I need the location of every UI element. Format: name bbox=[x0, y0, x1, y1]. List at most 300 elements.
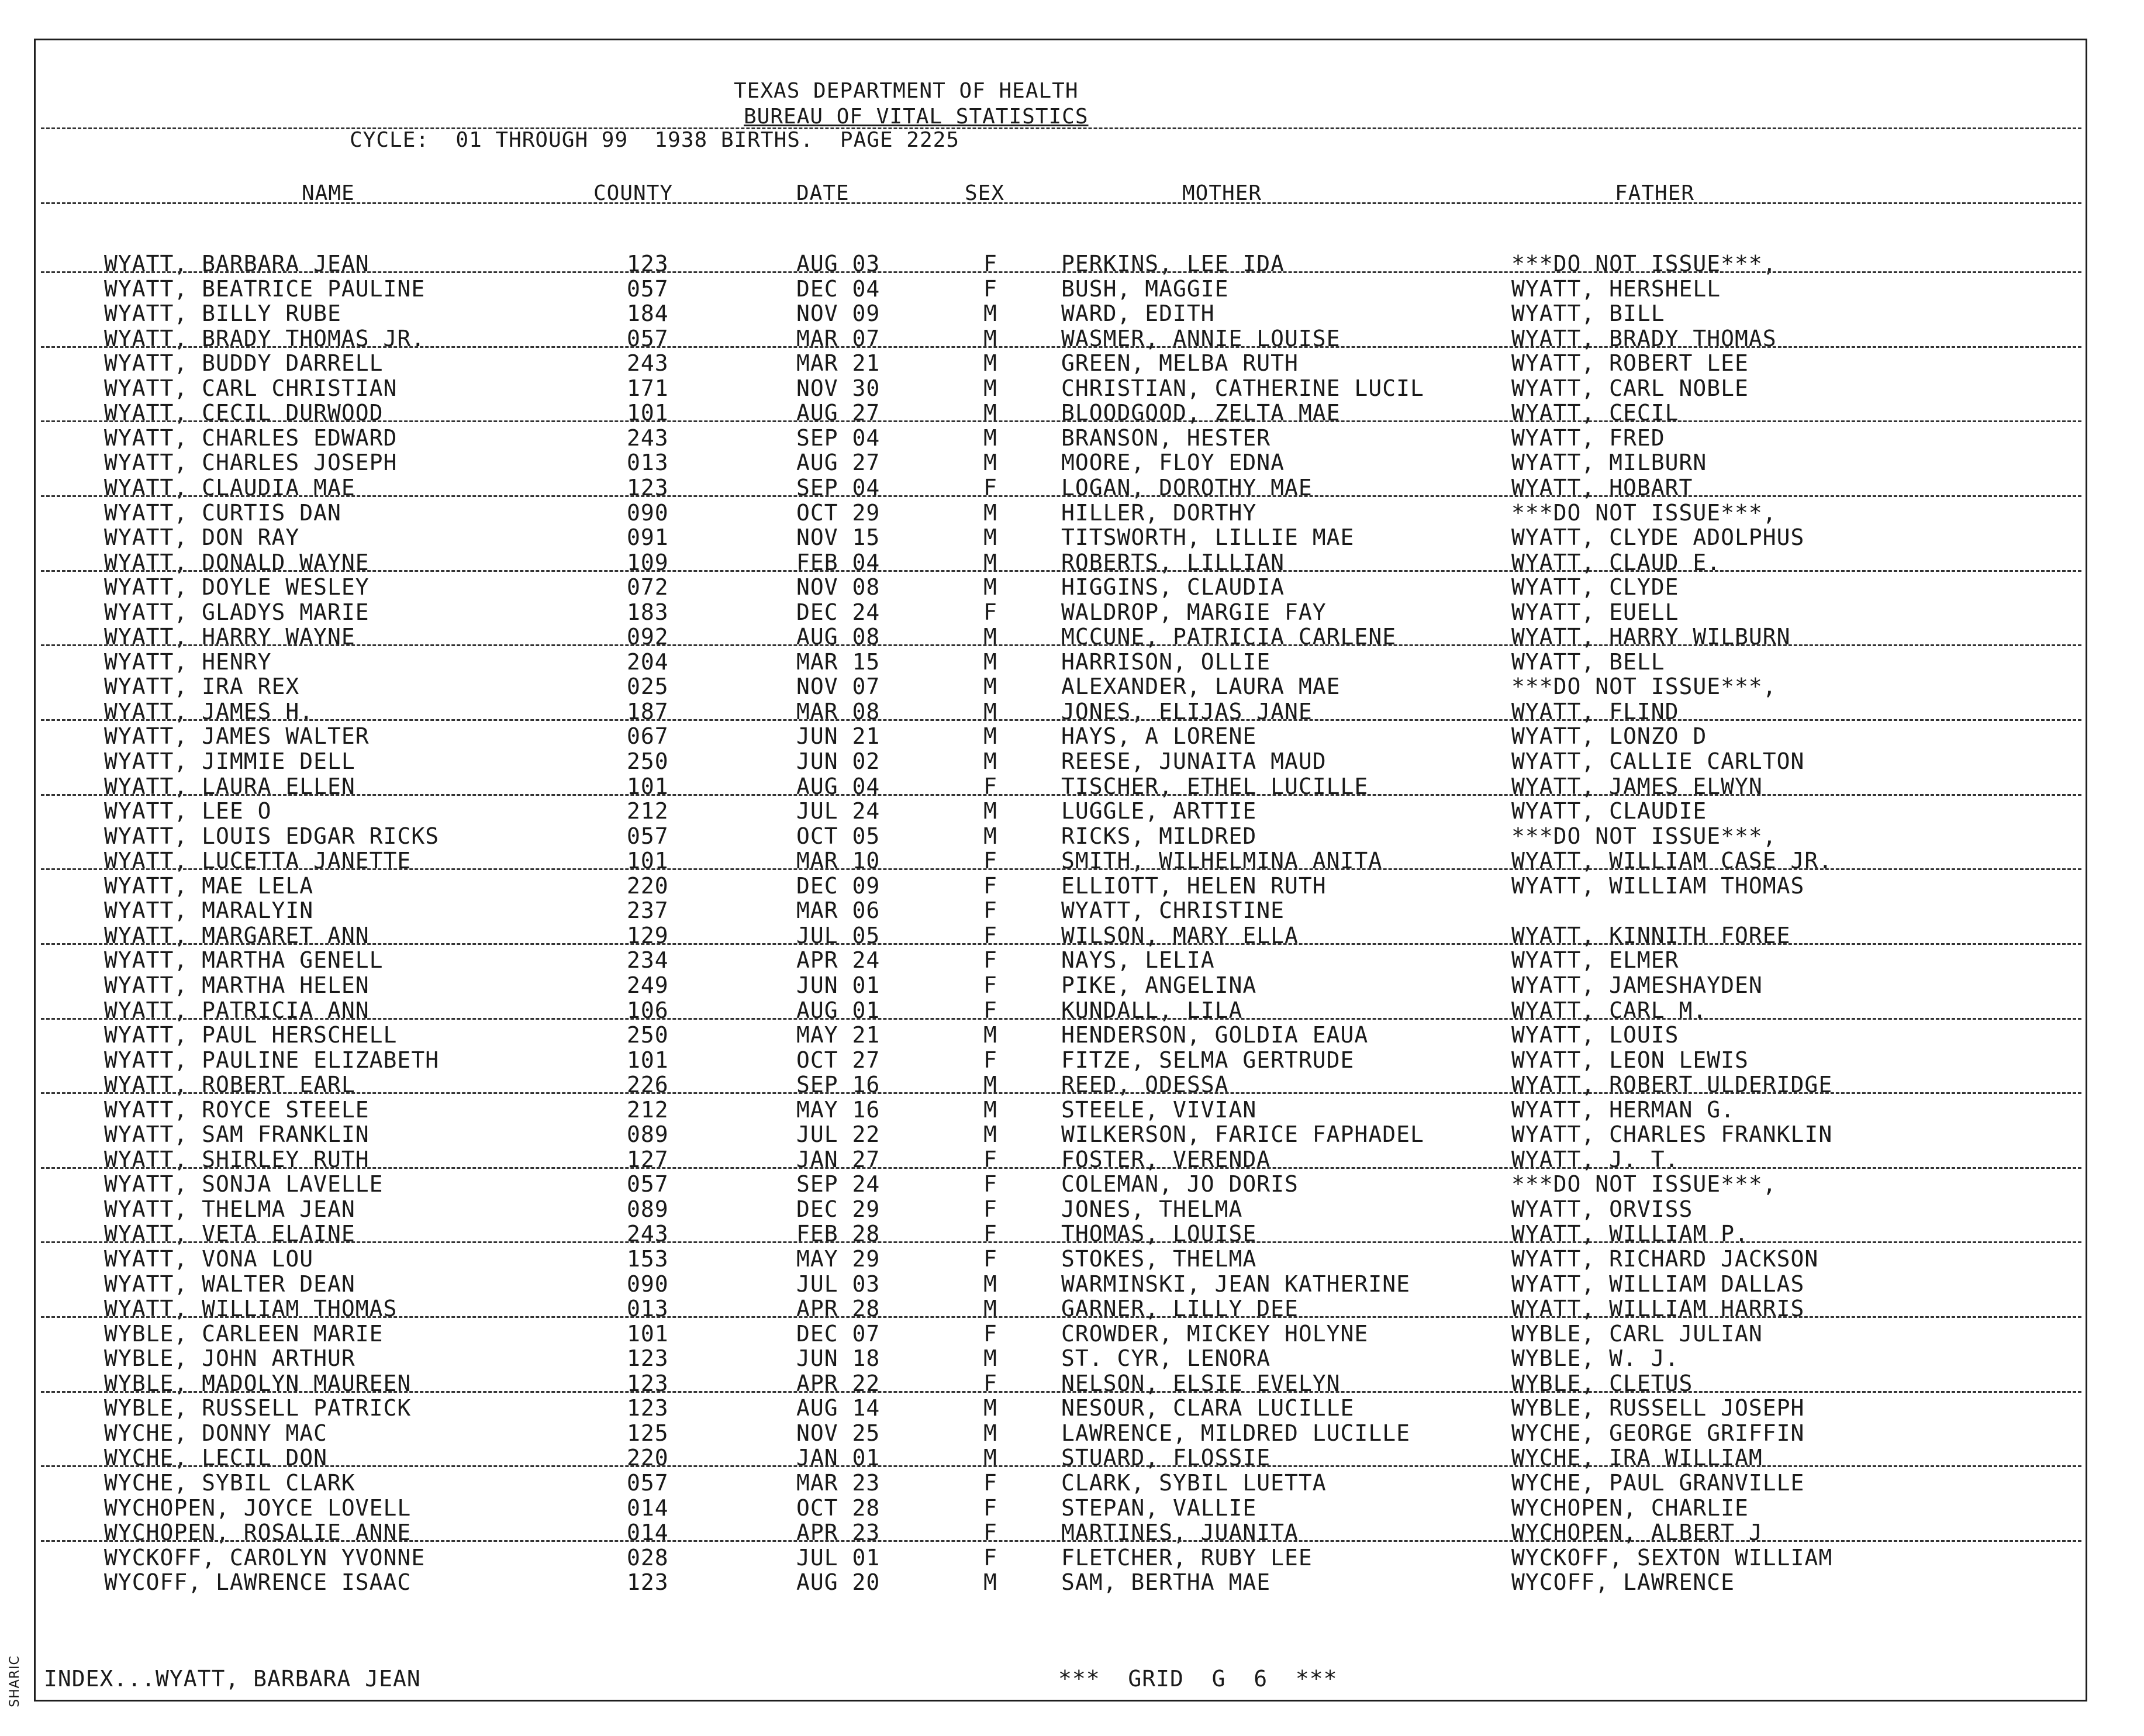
table-row bbox=[0, 1248, 2144, 1273]
cell-mother: ST. CYR, LENORA bbox=[1061, 1345, 1271, 1372]
cell-name: WYATT, LUCETTA JANETTE bbox=[104, 848, 412, 874]
cell-sex: F bbox=[983, 474, 997, 501]
cell-date: AUG 27 bbox=[796, 450, 881, 476]
cell-mother: STOKES, THELMA bbox=[1061, 1246, 1257, 1272]
cell-date: JUL 01 bbox=[796, 1544, 881, 1571]
cell-name: WYBLE, RUSSELL PATRICK bbox=[104, 1395, 412, 1421]
header-cycle: CYCLE: 01 THROUGH 99 1938 BIRTHS. PAGE 2225 bbox=[350, 128, 959, 152]
cell-father: WYATT, MILBURN bbox=[1511, 450, 1707, 476]
footer-index: INDEX...WYATT, BARBARA JEAN bbox=[44, 1666, 421, 1692]
cell-county: 204 bbox=[627, 648, 669, 675]
cell-county: 101 bbox=[627, 773, 669, 799]
cell-date: AUG 03 bbox=[796, 251, 881, 277]
cell-date: MAR 10 bbox=[796, 848, 881, 874]
cell-county: 089 bbox=[627, 1121, 669, 1148]
table-row bbox=[0, 974, 2144, 999]
cell-county: 090 bbox=[627, 499, 669, 526]
cell-county: 101 bbox=[627, 1047, 669, 1073]
cell-sex: M bbox=[983, 350, 997, 377]
cell-name: WYBLE, MADOLYN MAUREEN bbox=[104, 1370, 412, 1396]
cell-date: JUL 22 bbox=[796, 1121, 881, 1148]
cell-date: MAR 15 bbox=[796, 648, 881, 675]
cell-name: WYATT, CARL CHRISTIAN bbox=[104, 375, 398, 401]
cell-mother: HAYS, A LORENE bbox=[1061, 723, 1257, 750]
cell-sex: M bbox=[983, 798, 997, 824]
cell-date: NOV 30 bbox=[796, 375, 881, 401]
cell-name: WYATT, DOYLE WESLEY bbox=[104, 574, 370, 600]
cell-county: 057 bbox=[627, 823, 669, 849]
cell-county: 123 bbox=[627, 1370, 669, 1396]
cell-father: WYATT, HARRY WILBURN bbox=[1511, 624, 1791, 650]
cell-name: WYATT, SHIRLEY RUTH bbox=[104, 1146, 370, 1172]
cell-father: WYBLE, CARL JULIAN bbox=[1511, 1320, 1763, 1347]
cell-sex: F bbox=[983, 922, 997, 948]
cell-date: OCT 27 bbox=[796, 1047, 881, 1073]
cell-county: 057 bbox=[627, 1469, 669, 1496]
cell-mother: MOORE, FLOY EDNA bbox=[1061, 450, 1285, 476]
table-row bbox=[0, 402, 2144, 427]
cell-father: ***DO NOT ISSUE***, bbox=[1511, 499, 1777, 526]
cell-father: WYATT, CARL M. bbox=[1511, 997, 1707, 1023]
cell-county: 013 bbox=[627, 450, 669, 476]
cell-father: WYATT, ROBERT LEE bbox=[1511, 350, 1749, 377]
cell-date: DEC 04 bbox=[796, 275, 881, 302]
cell-mother: SAM, BERTHA MAE bbox=[1061, 1569, 1271, 1596]
cell-name: WYATT, MARALYIN bbox=[104, 898, 314, 924]
cell-sex: M bbox=[983, 499, 997, 526]
table-row bbox=[0, 1223, 2144, 1248]
cell-father: WYCHE, GEORGE GRIFFIN bbox=[1511, 1420, 1805, 1446]
table-row bbox=[0, 924, 2144, 950]
table-row bbox=[0, 725, 2144, 750]
cell-mother: WASMER, ANNIE LOUISE bbox=[1061, 325, 1341, 351]
cell-sex: M bbox=[983, 1345, 997, 1372]
cell-county: 249 bbox=[627, 972, 669, 998]
cell-sex: F bbox=[983, 947, 997, 974]
cell-father: WYATT, RICHARD JACKSON bbox=[1511, 1246, 1819, 1272]
cell-father: WYATT, EUELL bbox=[1511, 599, 1679, 625]
cell-father: WYATT, WILLIAM THOMAS bbox=[1511, 872, 1805, 899]
cell-father: WYATT, WILLIAM HARRIS bbox=[1511, 1296, 1805, 1322]
cell-sex: F bbox=[983, 1196, 997, 1222]
cell-sex: M bbox=[983, 674, 997, 700]
cell-father: WYATT, CALLIE CARLTON bbox=[1511, 748, 1805, 774]
cell-father: WYATT, WILLIAM DALLAS bbox=[1511, 1271, 1805, 1297]
cell-sex: M bbox=[983, 624, 997, 650]
cell-mother: GREEN, MELBA RUTH bbox=[1061, 350, 1299, 377]
cell-county: 109 bbox=[627, 549, 669, 575]
table-row bbox=[0, 1469, 2144, 1497]
cell-county: 250 bbox=[627, 1022, 669, 1048]
cell-date: APR 23 bbox=[796, 1520, 881, 1546]
cell-sex: F bbox=[983, 1146, 997, 1172]
header-bureau: BUREAU OF VITAL STATISTICS bbox=[744, 105, 1089, 129]
table-row bbox=[0, 750, 2144, 775]
table-row bbox=[0, 648, 2144, 676]
cell-name: WYATT, PAUL HERSCHELL bbox=[104, 1022, 398, 1048]
cell-date: JAN 27 bbox=[796, 1146, 881, 1172]
cell-mother: BLOODGOOD, ZELTA MAE bbox=[1061, 400, 1341, 426]
cell-date: DEC 24 bbox=[796, 599, 881, 625]
cell-father: WYATT, FRED bbox=[1511, 424, 1665, 451]
cell-county: 220 bbox=[627, 872, 669, 899]
cell-father: WYATT, WILLIAM CASE JR. bbox=[1511, 848, 1833, 874]
cell-sex: M bbox=[983, 723, 997, 750]
table-row bbox=[0, 451, 2144, 477]
cell-father: ***DO NOT ISSUE***, bbox=[1511, 251, 1777, 277]
table-row bbox=[0, 275, 2144, 303]
table-row bbox=[0, 899, 2144, 924]
cell-sex: F bbox=[983, 773, 997, 799]
cell-county: 183 bbox=[627, 599, 669, 625]
cell-sex: M bbox=[983, 549, 997, 575]
cell-name: WYATT, ROYCE STEELE bbox=[104, 1096, 370, 1123]
cell-date: NOV 08 bbox=[796, 574, 881, 600]
cell-father: WYATT, LONZO D bbox=[1511, 723, 1707, 750]
cell-name: WYATT, MARGARET ANN bbox=[104, 922, 370, 948]
cell-county: 014 bbox=[627, 1520, 669, 1546]
cell-sex: M bbox=[983, 748, 997, 774]
cell-name: WYATT, SONJA LAVELLE bbox=[104, 1171, 384, 1197]
cell-name: WYATT, MAE LELA bbox=[104, 872, 314, 899]
cell-date: APR 22 bbox=[796, 1370, 881, 1396]
cell-name: WYBLE, JOHN ARTHUR bbox=[104, 1345, 355, 1372]
cell-sex: F bbox=[983, 848, 997, 874]
cell-name: WYATT, BUDDY DARRELL bbox=[104, 350, 384, 377]
table-row bbox=[0, 377, 2144, 402]
cell-name: WYATT, DON RAY bbox=[104, 524, 300, 551]
cell-mother: NELSON, ELSIE EVELYN bbox=[1061, 1370, 1341, 1396]
cell-sex: M bbox=[983, 823, 997, 849]
cell-sex: M bbox=[983, 524, 997, 551]
cell-name: WYCOFF, LAWRENCE ISAAC bbox=[104, 1569, 412, 1596]
cell-name: WYATT, BARBARA JEAN bbox=[104, 251, 370, 277]
cell-county: 212 bbox=[627, 1096, 669, 1123]
cell-father: WYATT, CECIL bbox=[1511, 400, 1679, 426]
table-row bbox=[0, 1198, 2144, 1223]
cell-name: WYATT, BEATRICE PAULINE bbox=[104, 275, 426, 302]
table-row bbox=[0, 1173, 2144, 1198]
cell-mother: CLARK, SYBIL LUETTA bbox=[1061, 1469, 1327, 1496]
cell-county: 125 bbox=[627, 1420, 669, 1446]
cell-name: WYATT, JAMES WALTER bbox=[104, 723, 370, 750]
cell-date: JAN 01 bbox=[796, 1445, 881, 1471]
cell-county: 106 bbox=[627, 997, 669, 1023]
table-row bbox=[0, 253, 2144, 278]
cell-name: WYATT, BRADY THOMAS JR. bbox=[104, 325, 426, 351]
cell-name: WYATT, GLADYS MARIE bbox=[104, 599, 370, 625]
cell-name: WYATT, DONALD WAYNE bbox=[104, 549, 370, 575]
table-row bbox=[0, 1320, 2144, 1348]
cell-mother: RICKS, MILDRED bbox=[1061, 823, 1257, 849]
cell-sex: M bbox=[983, 648, 997, 675]
cell-county: 123 bbox=[627, 1395, 669, 1421]
cell-mother: WILKERSON, FARICE FAPHADEL bbox=[1061, 1121, 1424, 1148]
cell-county: 171 bbox=[627, 375, 669, 401]
cell-father: WYATT, FLIND bbox=[1511, 698, 1679, 724]
table-row bbox=[0, 302, 2144, 327]
cell-father: WYATT, CLAUD E. bbox=[1511, 549, 1721, 575]
cell-father: WYATT, JAMESHAYDEN bbox=[1511, 972, 1763, 998]
cell-father: WYATT, JAMES ELWYN bbox=[1511, 773, 1763, 799]
table-row bbox=[0, 1497, 2144, 1522]
cell-county: 123 bbox=[627, 251, 669, 277]
table-row bbox=[0, 850, 2144, 875]
cell-county: 072 bbox=[627, 574, 669, 600]
cell-date: JUL 24 bbox=[796, 798, 881, 824]
table-row bbox=[0, 626, 2144, 651]
cell-date: NOV 15 bbox=[796, 524, 881, 551]
cell-sex: F bbox=[983, 972, 997, 998]
cell-sex: M bbox=[983, 424, 997, 451]
cell-mother: WALDROP, MARGIE FAY bbox=[1061, 599, 1327, 625]
cell-mother: HARRISON, OLLIE bbox=[1061, 648, 1271, 675]
cell-date: AUG 04 bbox=[796, 773, 881, 799]
cell-sex: M bbox=[983, 1096, 997, 1123]
table-row bbox=[0, 1024, 2144, 1049]
table-row bbox=[0, 551, 2144, 577]
cell-mother: PIKE, ANGELINA bbox=[1061, 972, 1257, 998]
cell-mother: LAWRENCE, MILDRED LUCILLE bbox=[1061, 1420, 1410, 1446]
cell-county: 187 bbox=[627, 698, 669, 724]
cell-mother: STUARD, FLOSSIE bbox=[1061, 1445, 1271, 1471]
table-row bbox=[0, 800, 2144, 825]
cell-father: WYATT, ORVISS bbox=[1511, 1196, 1693, 1222]
cell-mother: WILSON, MARY ELLA bbox=[1061, 922, 1299, 948]
column-header-county: COUNTY bbox=[593, 181, 674, 205]
cell-father: WYBLE, RUSSELL JOSEPH bbox=[1511, 1395, 1805, 1421]
table-row bbox=[0, 601, 2144, 626]
cell-county: 101 bbox=[627, 848, 669, 874]
cell-father: WYATT, ROBERT ULDERIDGE bbox=[1511, 1072, 1833, 1098]
cell-county: 014 bbox=[627, 1495, 669, 1521]
cell-date: AUG 08 bbox=[796, 624, 881, 650]
table-row bbox=[0, 1273, 2144, 1298]
side-label: SHARIC bbox=[7, 1655, 22, 1707]
cell-county: 057 bbox=[627, 275, 669, 302]
cell-sex: F bbox=[983, 275, 997, 302]
table-row bbox=[0, 1096, 2144, 1124]
cell-father: WYATT, HERMAN G. bbox=[1511, 1096, 1735, 1123]
cell-name: WYATT, JAMES H. bbox=[104, 698, 314, 724]
cell-county: 226 bbox=[627, 1072, 669, 1098]
cell-name: WYATT, MARTHA HELEN bbox=[104, 972, 370, 998]
cell-county: 212 bbox=[627, 798, 669, 824]
cell-sex: M bbox=[983, 574, 997, 600]
cell-date: DEC 09 bbox=[796, 872, 881, 899]
cell-sex: F bbox=[983, 1047, 997, 1073]
cell-county: 129 bbox=[627, 922, 669, 948]
cell-name: WYBLE, CARLEEN MARIE bbox=[104, 1320, 384, 1347]
cell-father: ***DO NOT ISSUE***, bbox=[1511, 674, 1777, 700]
cell-mother: MCCUNE, PATRICIA CARLENE bbox=[1061, 624, 1397, 650]
table-row bbox=[0, 1297, 2144, 1323]
cell-sex: M bbox=[983, 1445, 997, 1471]
cell-mother: COLEMAN, JO DORIS bbox=[1061, 1171, 1299, 1197]
cell-mother: MARTINES, JUANITA bbox=[1061, 1520, 1299, 1546]
cell-county: 067 bbox=[627, 723, 669, 750]
table-row bbox=[0, 474, 2144, 502]
table-row bbox=[0, 1571, 2144, 1596]
cell-sex: M bbox=[983, 698, 997, 724]
cell-date: MAR 21 bbox=[796, 350, 881, 377]
cell-father: WYCOFF, LAWRENCE bbox=[1511, 1569, 1735, 1596]
cell-name: WYCHE, LECIL DON bbox=[104, 1445, 328, 1471]
cell-name: WYATT, LAURA ELLEN bbox=[104, 773, 355, 799]
cell-date: NOV 09 bbox=[796, 301, 881, 327]
cell-county: 013 bbox=[627, 1296, 669, 1322]
cell-county: 127 bbox=[627, 1146, 669, 1172]
cell-county: 089 bbox=[627, 1196, 669, 1222]
table-row bbox=[0, 825, 2144, 850]
cell-name: WYATT, WILLIAM THOMAS bbox=[104, 1296, 398, 1322]
cell-county: 243 bbox=[627, 424, 669, 451]
cell-father: WYCHE, IRA WILLIAM bbox=[1511, 1445, 1763, 1471]
cell-mother: STEELE, VIVIAN bbox=[1061, 1096, 1257, 1123]
cell-name: WYATT, VETA ELAINE bbox=[104, 1221, 355, 1247]
table-row bbox=[0, 576, 2144, 601]
cell-sex: M bbox=[983, 1271, 997, 1297]
cell-mother: LOGAN, DOROTHY MAE bbox=[1061, 474, 1313, 501]
cell-mother: NAYS, LELIA bbox=[1061, 947, 1215, 974]
cell-father: WYATT, BILL bbox=[1511, 301, 1665, 327]
cell-father: WYATT, LEON LEWIS bbox=[1511, 1047, 1749, 1073]
cell-date: JUL 03 bbox=[796, 1271, 881, 1297]
cell-sex: F bbox=[983, 251, 997, 277]
cell-mother: HIGGINS, CLAUDIA bbox=[1061, 574, 1285, 600]
cell-mother: FOSTER, VERENDA bbox=[1061, 1146, 1271, 1172]
column-header-name: NAME bbox=[302, 181, 355, 205]
cell-name: WYATT, ROBERT EARL bbox=[104, 1072, 355, 1098]
cell-county: 234 bbox=[627, 947, 669, 974]
cell-father: WYCHE, PAUL GRANVILLE bbox=[1511, 1469, 1805, 1496]
cell-father: WYATT, HERSHELL bbox=[1511, 275, 1721, 302]
cell-date: OCT 28 bbox=[796, 1495, 881, 1521]
cell-name: WYATT, HENRY bbox=[104, 648, 272, 675]
cell-county: 101 bbox=[627, 1320, 669, 1347]
cell-date: JUL 05 bbox=[796, 922, 881, 948]
table-row bbox=[0, 1544, 2144, 1572]
cell-date: JUN 18 bbox=[796, 1345, 881, 1372]
cell-name: WYATT, WALTER DEAN bbox=[104, 1271, 355, 1297]
cell-mother: JONES, THELMA bbox=[1061, 1196, 1243, 1222]
cell-father: WYATT, WILLIAM P. bbox=[1511, 1221, 1749, 1247]
footer-grid: *** GRID G 6 *** bbox=[1058, 1666, 1338, 1692]
cell-mother: TISCHER, ETHEL LUCILLE bbox=[1061, 773, 1369, 799]
cell-sex: F bbox=[983, 1171, 997, 1197]
cell-date: AUG 27 bbox=[796, 400, 881, 426]
cell-name: WYATT, CURTIS DAN bbox=[104, 499, 341, 526]
cell-county: 090 bbox=[627, 1271, 669, 1297]
cell-date: MAR 06 bbox=[796, 898, 881, 924]
cell-father: WYCHOPEN, ALBERT J bbox=[1511, 1520, 1763, 1546]
cell-county: 123 bbox=[627, 1345, 669, 1372]
cell-mother: HILLER, DORTHY bbox=[1061, 499, 1257, 526]
cell-name: WYCHE, SYBIL CLARK bbox=[104, 1469, 355, 1496]
cell-mother: CHRISTIAN, CATHERINE LUCIL bbox=[1061, 375, 1424, 401]
table-row bbox=[0, 1422, 2144, 1447]
cell-sex: F bbox=[983, 1544, 997, 1571]
table-row bbox=[0, 1521, 2144, 1547]
cell-name: WYCKOFF, CAROLYN YVONNE bbox=[104, 1544, 426, 1571]
cell-county: 123 bbox=[627, 1569, 669, 1596]
cell-mother: WARMINSKI, JEAN KATHERINE bbox=[1061, 1271, 1410, 1297]
cell-sex: F bbox=[983, 1495, 997, 1521]
cell-date: NOV 07 bbox=[796, 674, 881, 700]
cell-sex: M bbox=[983, 450, 997, 476]
cell-name: WYATT, SAM FRANKLIN bbox=[104, 1121, 370, 1148]
cell-sex: F bbox=[983, 1370, 997, 1396]
cell-name: WYATT, CHARLES JOSEPH bbox=[104, 450, 398, 476]
cell-mother: WYATT, CHRISTINE bbox=[1061, 898, 1285, 924]
cell-mother: ALEXANDER, LAURA MAE bbox=[1061, 674, 1341, 700]
table-row bbox=[0, 1148, 2144, 1174]
cell-date: MAR 23 bbox=[796, 1469, 881, 1496]
cell-date: MAR 07 bbox=[796, 325, 881, 351]
cell-name: WYATT, CHARLES EDWARD bbox=[104, 424, 398, 451]
cell-county: 220 bbox=[627, 1445, 669, 1471]
cell-father: WYATT, CLYDE bbox=[1511, 574, 1679, 600]
cell-name: WYATT, IRA REX bbox=[104, 674, 300, 700]
cell-sex: M bbox=[983, 301, 997, 327]
cell-mother: STEPAN, VALLIE bbox=[1061, 1495, 1257, 1521]
cell-date: DEC 29 bbox=[796, 1196, 881, 1222]
table-row bbox=[0, 872, 2144, 900]
cell-name: WYATT, BILLY RUBE bbox=[104, 301, 341, 327]
cell-name: WYATT, MARTHA GENELL bbox=[104, 947, 384, 974]
cell-sex: M bbox=[983, 1072, 997, 1098]
cell-name: WYATT, LOUIS EDGAR RICKS bbox=[104, 823, 440, 849]
cell-county: 091 bbox=[627, 524, 669, 551]
cell-date: DEC 07 bbox=[796, 1320, 881, 1347]
cell-father: WYATT, CARL NOBLE bbox=[1511, 375, 1749, 401]
column-header-sex: SEX bbox=[965, 181, 1005, 205]
table-row bbox=[0, 1397, 2144, 1422]
cell-mother: BUSH, MAGGIE bbox=[1061, 275, 1229, 302]
cell-date: OCT 29 bbox=[796, 499, 881, 526]
cell-name: WYATT, HARRY WAYNE bbox=[104, 624, 355, 650]
cell-father: WYATT, CLYDE ADOLPHUS bbox=[1511, 524, 1805, 551]
table-row bbox=[0, 352, 2144, 377]
table-row bbox=[0, 1372, 2144, 1397]
cell-county: 153 bbox=[627, 1246, 669, 1272]
table-row bbox=[0, 1347, 2144, 1372]
cell-sex: M bbox=[983, 1296, 997, 1322]
table-row bbox=[0, 1074, 2144, 1099]
cell-father: WYATT, LOUIS bbox=[1511, 1022, 1679, 1048]
cell-date: APR 28 bbox=[796, 1296, 881, 1322]
cell-mother: CROWDER, MICKEY HOLYNE bbox=[1061, 1320, 1369, 1347]
cell-mother: BRANSON, HESTER bbox=[1061, 424, 1271, 451]
cell-county: 243 bbox=[627, 1221, 669, 1247]
table-row bbox=[0, 775, 2144, 800]
cell-date: MAY 16 bbox=[796, 1096, 881, 1123]
table-row bbox=[0, 1123, 2144, 1148]
cell-father: ***DO NOT ISSUE***, bbox=[1511, 1171, 1777, 1197]
table-row bbox=[0, 1049, 2144, 1074]
cell-name: WYATT, LEE O bbox=[104, 798, 272, 824]
cell-father: WYCHOPEN, CHARLIE bbox=[1511, 1495, 1749, 1521]
cell-name: WYATT, THELMA JEAN bbox=[104, 1196, 355, 1222]
cell-date: OCT 05 bbox=[796, 823, 881, 849]
cell-date: NOV 25 bbox=[796, 1420, 881, 1446]
cell-mother: JONES, ELIJAS JANE bbox=[1061, 698, 1313, 724]
cell-mother: KUNDALL, LILA bbox=[1061, 997, 1243, 1023]
cell-mother: HENDERSON, GOLDIA EAUA bbox=[1061, 1022, 1369, 1048]
cell-sex: F bbox=[983, 1469, 997, 1496]
cell-sex: M bbox=[983, 325, 997, 351]
cell-sex: M bbox=[983, 1022, 997, 1048]
